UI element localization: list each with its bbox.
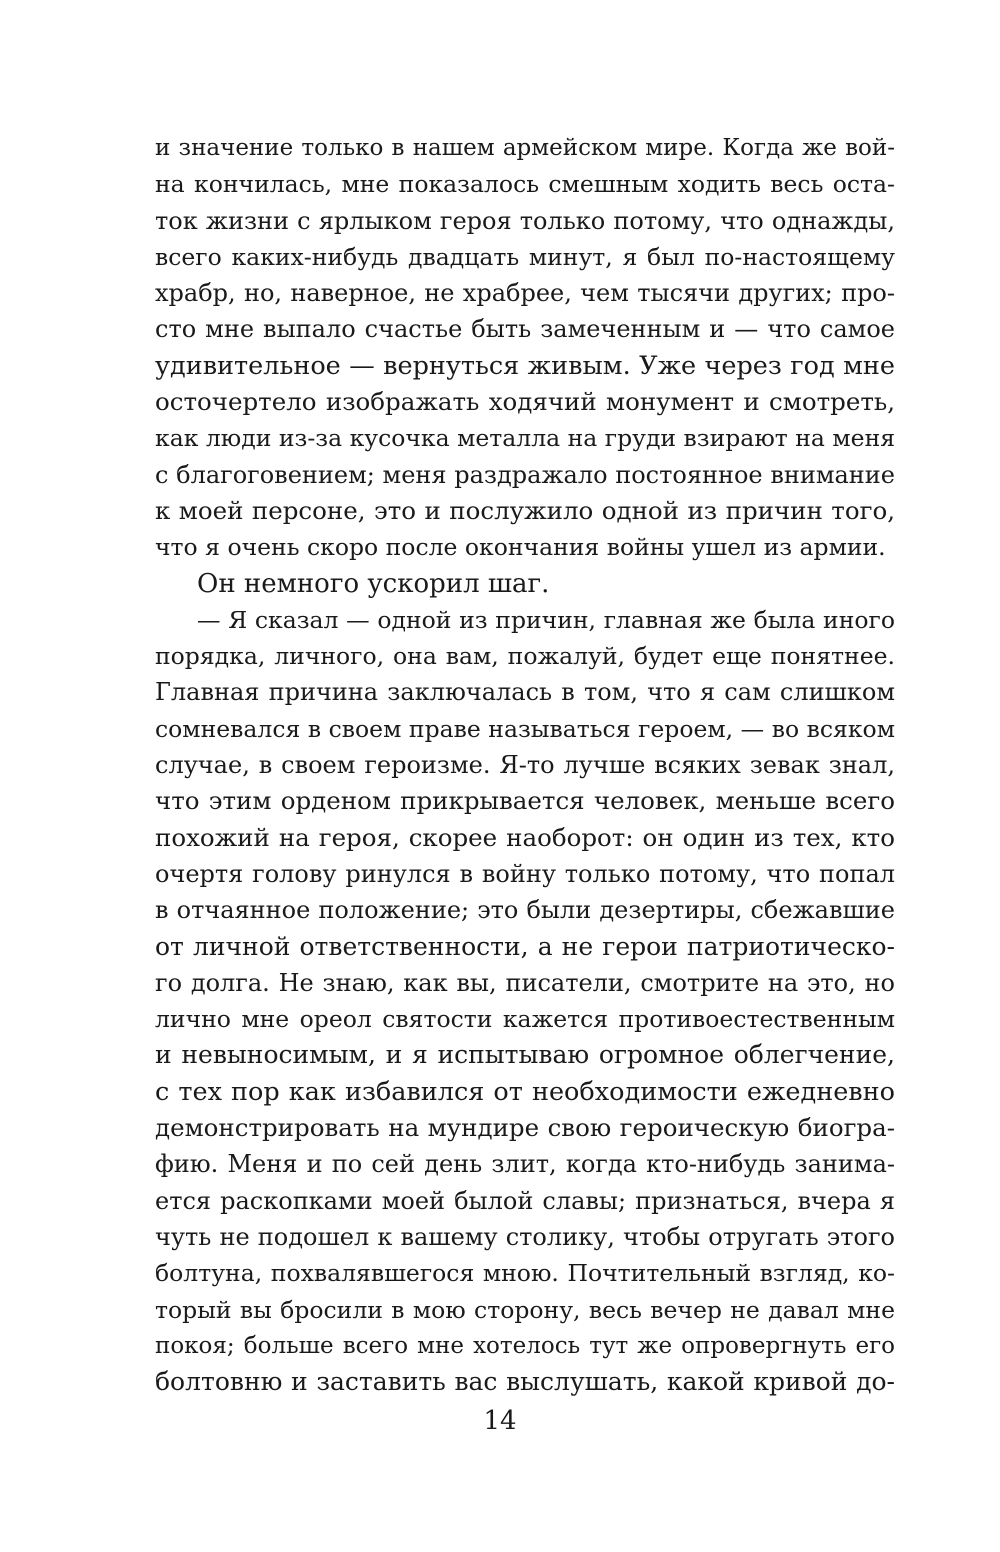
text-line: болтуна, похвалявшегося мною. Почтительный взгляд, ко-: [155, 1259, 895, 1288]
text-line: ток жизни с ярлыком героя только потому, что однажды,: [155, 206, 895, 235]
text-line: удивительное — вернуться живым. Уже через год мне: [155, 350, 895, 381]
text-line: сомневался в своем праве называться героем, — во всяком: [155, 714, 895, 743]
text-line: похожий на героя, скорее наоборот: он один из тех, кто: [155, 822, 895, 852]
text-line: покоя; больше всего мне хотелось тут же опровергнуть его: [155, 1332, 895, 1359]
text-line: что я очень скоро после окончания войны ушел из армии.: [155, 533, 886, 562]
text-line: в отчаянное положение; это были дезертиры, сбежавшие: [155, 896, 895, 925]
text-line: на кончилась, мне показалось смешным ходить весь оста-: [155, 170, 895, 199]
text-line: сто мне выпало счастье быть замеченным и — что самое: [155, 315, 895, 344]
text-line: лично мне ореол святости кажется противоестественным: [155, 1005, 895, 1034]
text-line: болтовню и заставить вас выслушать, какой кривой до-: [155, 1367, 895, 1397]
text-line: всего каких-нибудь двадцать минут, я был по-настоящему: [155, 242, 895, 271]
text-line: го долга. Не знаю, как вы, писатели, смотрите на это, но: [155, 968, 895, 997]
paragraph-first-line: — Я сказал — одной из причин, главная же была иного: [197, 605, 895, 634]
text-line: чуть не подошел к вашему столику, чтобы отругать этого: [155, 1222, 895, 1251]
text-line: случае, в своем героизме. Я-то лучше всяких зевак знал,: [155, 751, 895, 780]
text-line: ется раскопками моей былой славы; признаться, вчера я: [155, 1186, 895, 1215]
body-text: [155, 130, 895, 1400]
text-line: от личной ответственности, а не герои патриотическо-: [155, 931, 895, 961]
text-line: фию. Меня и по сей день злит, когда кто-нибудь занима-: [155, 1150, 895, 1179]
page-number: 14: [483, 1406, 517, 1436]
text-line: и невыносимым, и я испытываю огромное облегчение,: [155, 1040, 895, 1070]
text-line: порядка, личного, она вам, пожалуй, будет еще понятнее.: [155, 642, 895, 671]
paragraph-first-line: Он немного ускорил шаг.: [197, 568, 550, 599]
text-line: и значение только в нашем армейском мире. Когда же вой-: [155, 135, 895, 161]
text-line: осточертело изображать ходячий монумент и смотреть,: [155, 387, 895, 417]
text-line: что этим орденом прикрывается человек, меньше всего: [155, 786, 895, 816]
text-line: с тех пор как избавился от необходимости ежедневно: [155, 1076, 895, 1107]
text-line: как люди из-за кусочка металла на груди взирают на меня: [155, 424, 896, 453]
text-line: очертя голову ринулся в войну только потому, что попал: [155, 859, 895, 888]
text-line: торый вы бросили в мою сторону, весь вечер не давал мне: [155, 1295, 895, 1324]
text-line: к моей персоне, это и послужило одной из причин того,: [155, 495, 895, 525]
text-line: храбр, но, наверное, не храбрее, чем тысячи других; про-: [155, 279, 895, 308]
text-line: демонстрировать на мундире свою героическую биогра-: [155, 1113, 895, 1143]
text-line: с благоговением; меня раздражало постоянное внимание: [155, 460, 895, 489]
text-line: Главная причина заключалась в том, что я сам слишком: [155, 678, 895, 707]
